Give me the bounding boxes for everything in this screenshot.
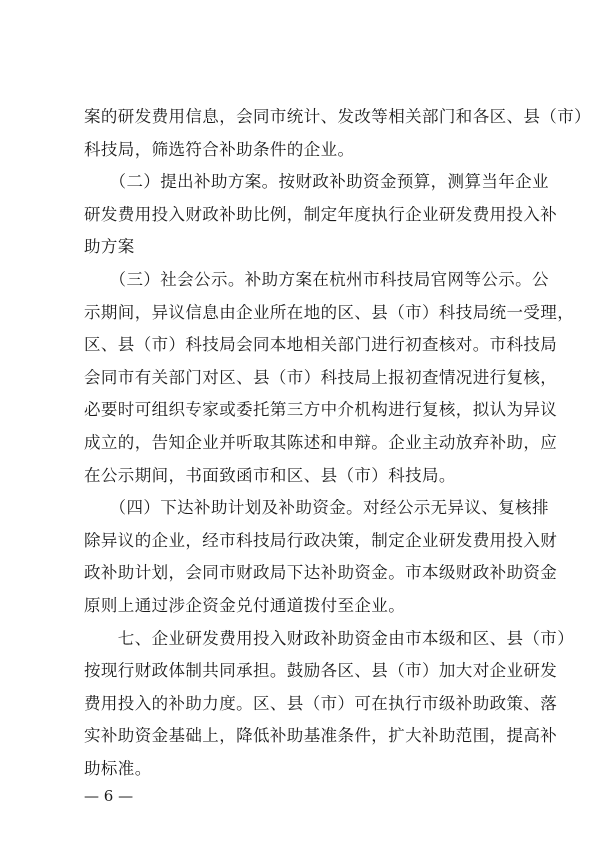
text-line: 必要时可组织专家或委托第三方中介机构进行复核，拟认为异议 (84, 400, 558, 420)
text-line: 案的研发费用信息，会同市统计、发改等相关部门和各区、县（市） (84, 107, 591, 126)
text-line: 除异议的企业，经市科技局行政决策，制定企业研发费用投入财 (84, 530, 558, 550)
text-line: 七、企业研发费用投入财政补助资金由市本级和区、县（市） (84, 628, 575, 648)
text-line: 助标准。 (84, 758, 152, 778)
page-number: — 6 — (84, 787, 134, 805)
text-line: 成立的，告知企业并听取其陈述和申辩。企业主动放弃补助，应 (84, 432, 558, 452)
text-line: （二）提出补助方案。按财政补助资金预算，测算当年企业 (84, 172, 549, 192)
text-line: （三）社会公示。补助方案在杭州市科技局官网等公示。公 (84, 269, 549, 289)
text-line: 会同市有关部门对区、县（市）科技局上报初查情况进行复核， (84, 367, 558, 387)
text-line: 按现行财政体制共同承担。鼓励各区、县（市）加大对企业研发 (84, 661, 558, 681)
text-line: 区、县（市）科技局会同本地相关部门进行初查核对。市科技局 (84, 335, 558, 355)
document-body (84, 101, 591, 785)
text-line: 在公示期间，书面致函市和区、县（市）科技局。 (84, 465, 456, 485)
text-line: 科技局，筛选符合补助条件的企业。 (84, 139, 355, 159)
text-line: 示期间，异议信息由企业所在地的区、县（市）科技局统一受理， (84, 302, 575, 322)
text-line: 政补助计划，会同市财政局下达补助资金。市本级财政补助资金 (84, 563, 558, 583)
text-line: 助方案 (84, 237, 135, 257)
text-line: 实补助资金基础上，降低补助基准条件，扩大补助范围，提高补 (84, 726, 558, 746)
text-line: 原则上通过涉企资金兑付通道拨付至企业。 (84, 595, 406, 615)
text-line: （四）下达补助计划及补助资金。对经公示无异议、复核排 (84, 498, 549, 518)
text-line: 研发费用投入财政补助比例，制定年度执行企业研发费用投入补 (84, 204, 558, 224)
text-line: 费用投入的补助力度。区、县（市）可在执行市级补助政策、落 (84, 693, 558, 713)
